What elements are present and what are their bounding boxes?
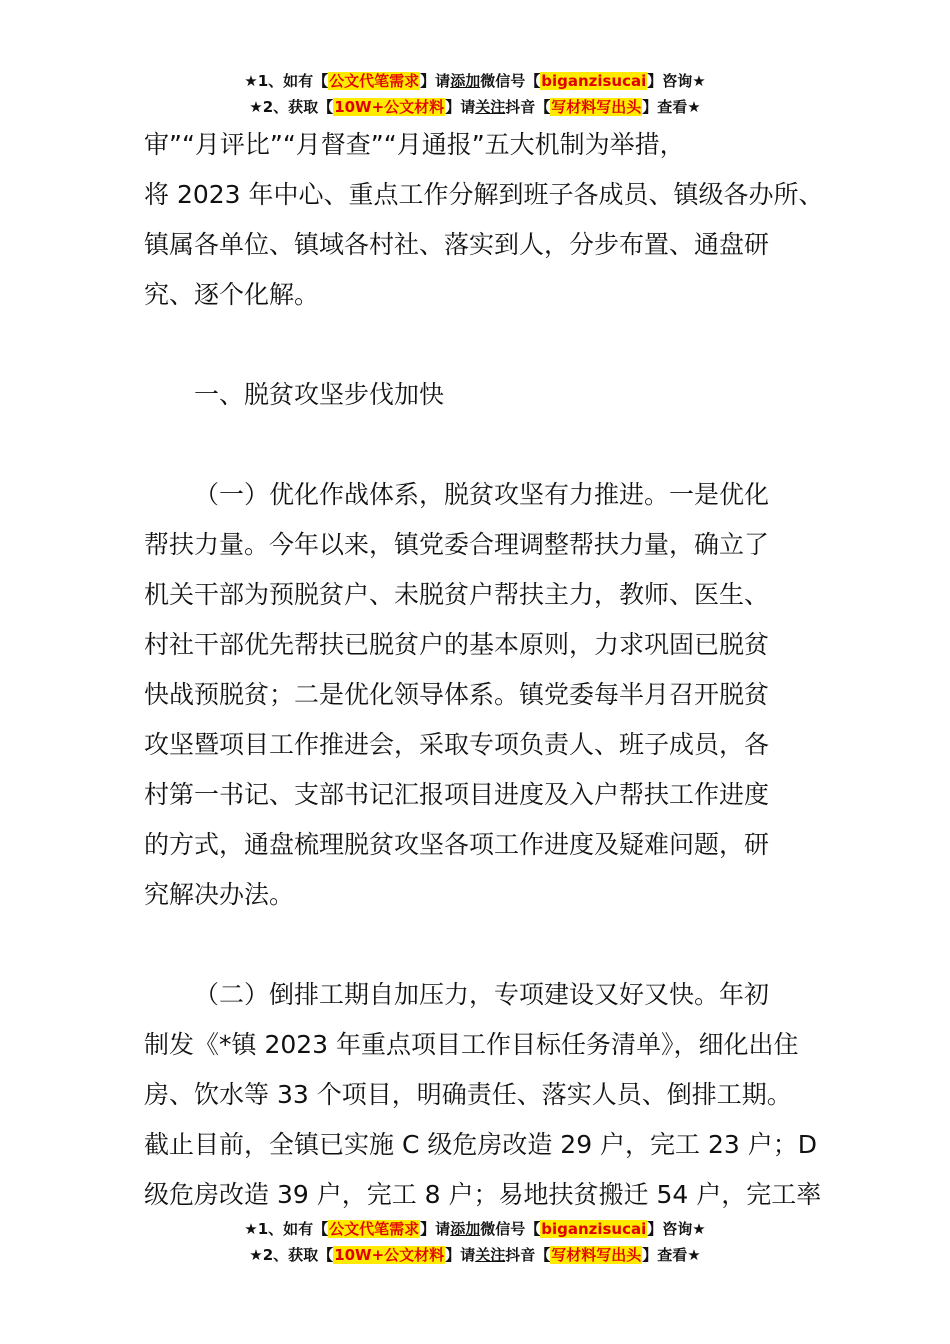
footer-line-1-underline: 添加 (450, 1220, 481, 1238)
text-line: 机关干部为预脱贫户、未脱贫户帮扶主力，教师、医生、 (144, 580, 770, 609)
footer-line-1-highlight-1: 公文代笔需求 (329, 1220, 420, 1238)
banner-line-2-prefix: ★2、获取【 (249, 98, 334, 116)
text-line: 帮扶力量。今年以来，镇党委合理调整帮扶力量，确立了 (144, 530, 770, 559)
footer-line-1-mid-2: 微信号【 (480, 1220, 541, 1238)
document-body (144, 120, 824, 1220)
paragraph-continued (144, 120, 824, 320)
spacer (144, 920, 824, 970)
footer-line-2-highlight-1: 10W+公文材料 (334, 1246, 445, 1264)
text-line: 的方式，通盘梳理脱贫攻坚各项工作进度及疑难问题，研 (144, 830, 770, 859)
footer-line-1-mid-1: 】请 (420, 1220, 451, 1238)
text-line: 级危房改造 39 户，完工 8 户；易地扶贫搬迁 54 户，完工率 (144, 1180, 822, 1209)
footer-banner-line-1 (0, 1216, 950, 1242)
paragraph-1 (144, 470, 824, 920)
banner-line-2 (0, 94, 950, 120)
text-line: 截止目前，全镇已实施 C 级危房改造 29 户，完工 23 户；D (144, 1130, 818, 1159)
footer-line-1-prefix: ★1、如有【 (244, 1220, 329, 1238)
banner-line-1-highlight-1: 公文代笔需求 (329, 72, 420, 90)
footer-line-2-mid-1: 】请 (445, 1246, 476, 1264)
footer-banner (0, 1216, 950, 1268)
spacer (144, 320, 824, 370)
text-line: 究解决办法。 (144, 880, 295, 909)
banner-line-2-highlight-1: 10W+公文材料 (334, 98, 445, 116)
banner-line-1-prefix: ★1、如有【 (244, 72, 329, 90)
text-line: 快战预脱贫；二是优化领导体系。镇党委每半月召开脱贫 (144, 680, 770, 709)
text-line: 究、逐个化解。 (144, 280, 320, 309)
banner-line-2-highlight-2: 写材料写出头 (551, 98, 642, 116)
footer-line-1-highlight-2: biganzisucai (541, 1220, 647, 1238)
banner-line-2-suffix: 】查看★ (642, 98, 701, 116)
text-line: 房、饮水等 33 个项目，明确责任、落实人员、倒排工期。 (144, 1080, 792, 1109)
banner-line-1 (0, 68, 950, 94)
footer-line-1-suffix: 】咨询★ (647, 1220, 706, 1238)
banner-line-2-mid-1: 】请 (445, 98, 476, 116)
text-line: （二）倒排工期自加压力，专项建设又好又快。年初 (194, 980, 770, 1009)
section-heading: 一、脱贫攻坚步伐加快 (194, 380, 445, 409)
text-line: 村第一书记、支部书记汇报项目进度及入户帮扶工作进度 (144, 780, 770, 809)
footer-line-2-underline: 关注 (475, 1246, 506, 1264)
footer-line-2-prefix: ★2、获取【 (249, 1246, 334, 1264)
text-line: 制发《*镇 2023 年重点项目工作目标任务清单》，细化出住 (144, 1030, 799, 1059)
banner-line-1-suffix: 】咨询★ (647, 72, 706, 90)
banner-line-1-mid-2: 微信号【 (480, 72, 541, 90)
footer-line-2-mid-2: 抖音【 (505, 1246, 551, 1264)
text-line: 攻坚暨项目工作推进会，采取专项负责人、班子成员，各 (144, 730, 770, 759)
spacer (144, 420, 824, 470)
text-line: 镇属各单位、镇域各村社、落实到人，分步布置、通盘研 (144, 230, 770, 259)
text-line: 村社干部优先帮扶已脱贫户的基本原则，力求巩固已脱贫 (144, 630, 770, 659)
banner-line-2-underline: 关注 (475, 98, 506, 116)
paragraph-2 (144, 970, 824, 1220)
footer-line-2-suffix: 】查看★ (642, 1246, 701, 1264)
text-line: 审”“月评比”“月督查”“月通报”五大机制为举措， (144, 130, 685, 159)
text-line: （一）优化作战体系，脱贫攻坚有力推进。一是优化 (194, 480, 770, 509)
banner-line-1-underline: 添加 (450, 72, 481, 90)
header-banner (0, 68, 950, 120)
footer-line-2-highlight-2: 写材料写出头 (551, 1246, 642, 1264)
text-line: 将 2023 年中心、重点工作分解到班子各成员、镇级各办所、 (144, 180, 824, 209)
banner-line-1-highlight-2: biganzisucai (541, 72, 647, 90)
banner-line-1-mid-1: 】请 (420, 72, 451, 90)
footer-banner-line-2 (0, 1242, 950, 1268)
banner-line-2-mid-2: 抖音【 (505, 98, 551, 116)
